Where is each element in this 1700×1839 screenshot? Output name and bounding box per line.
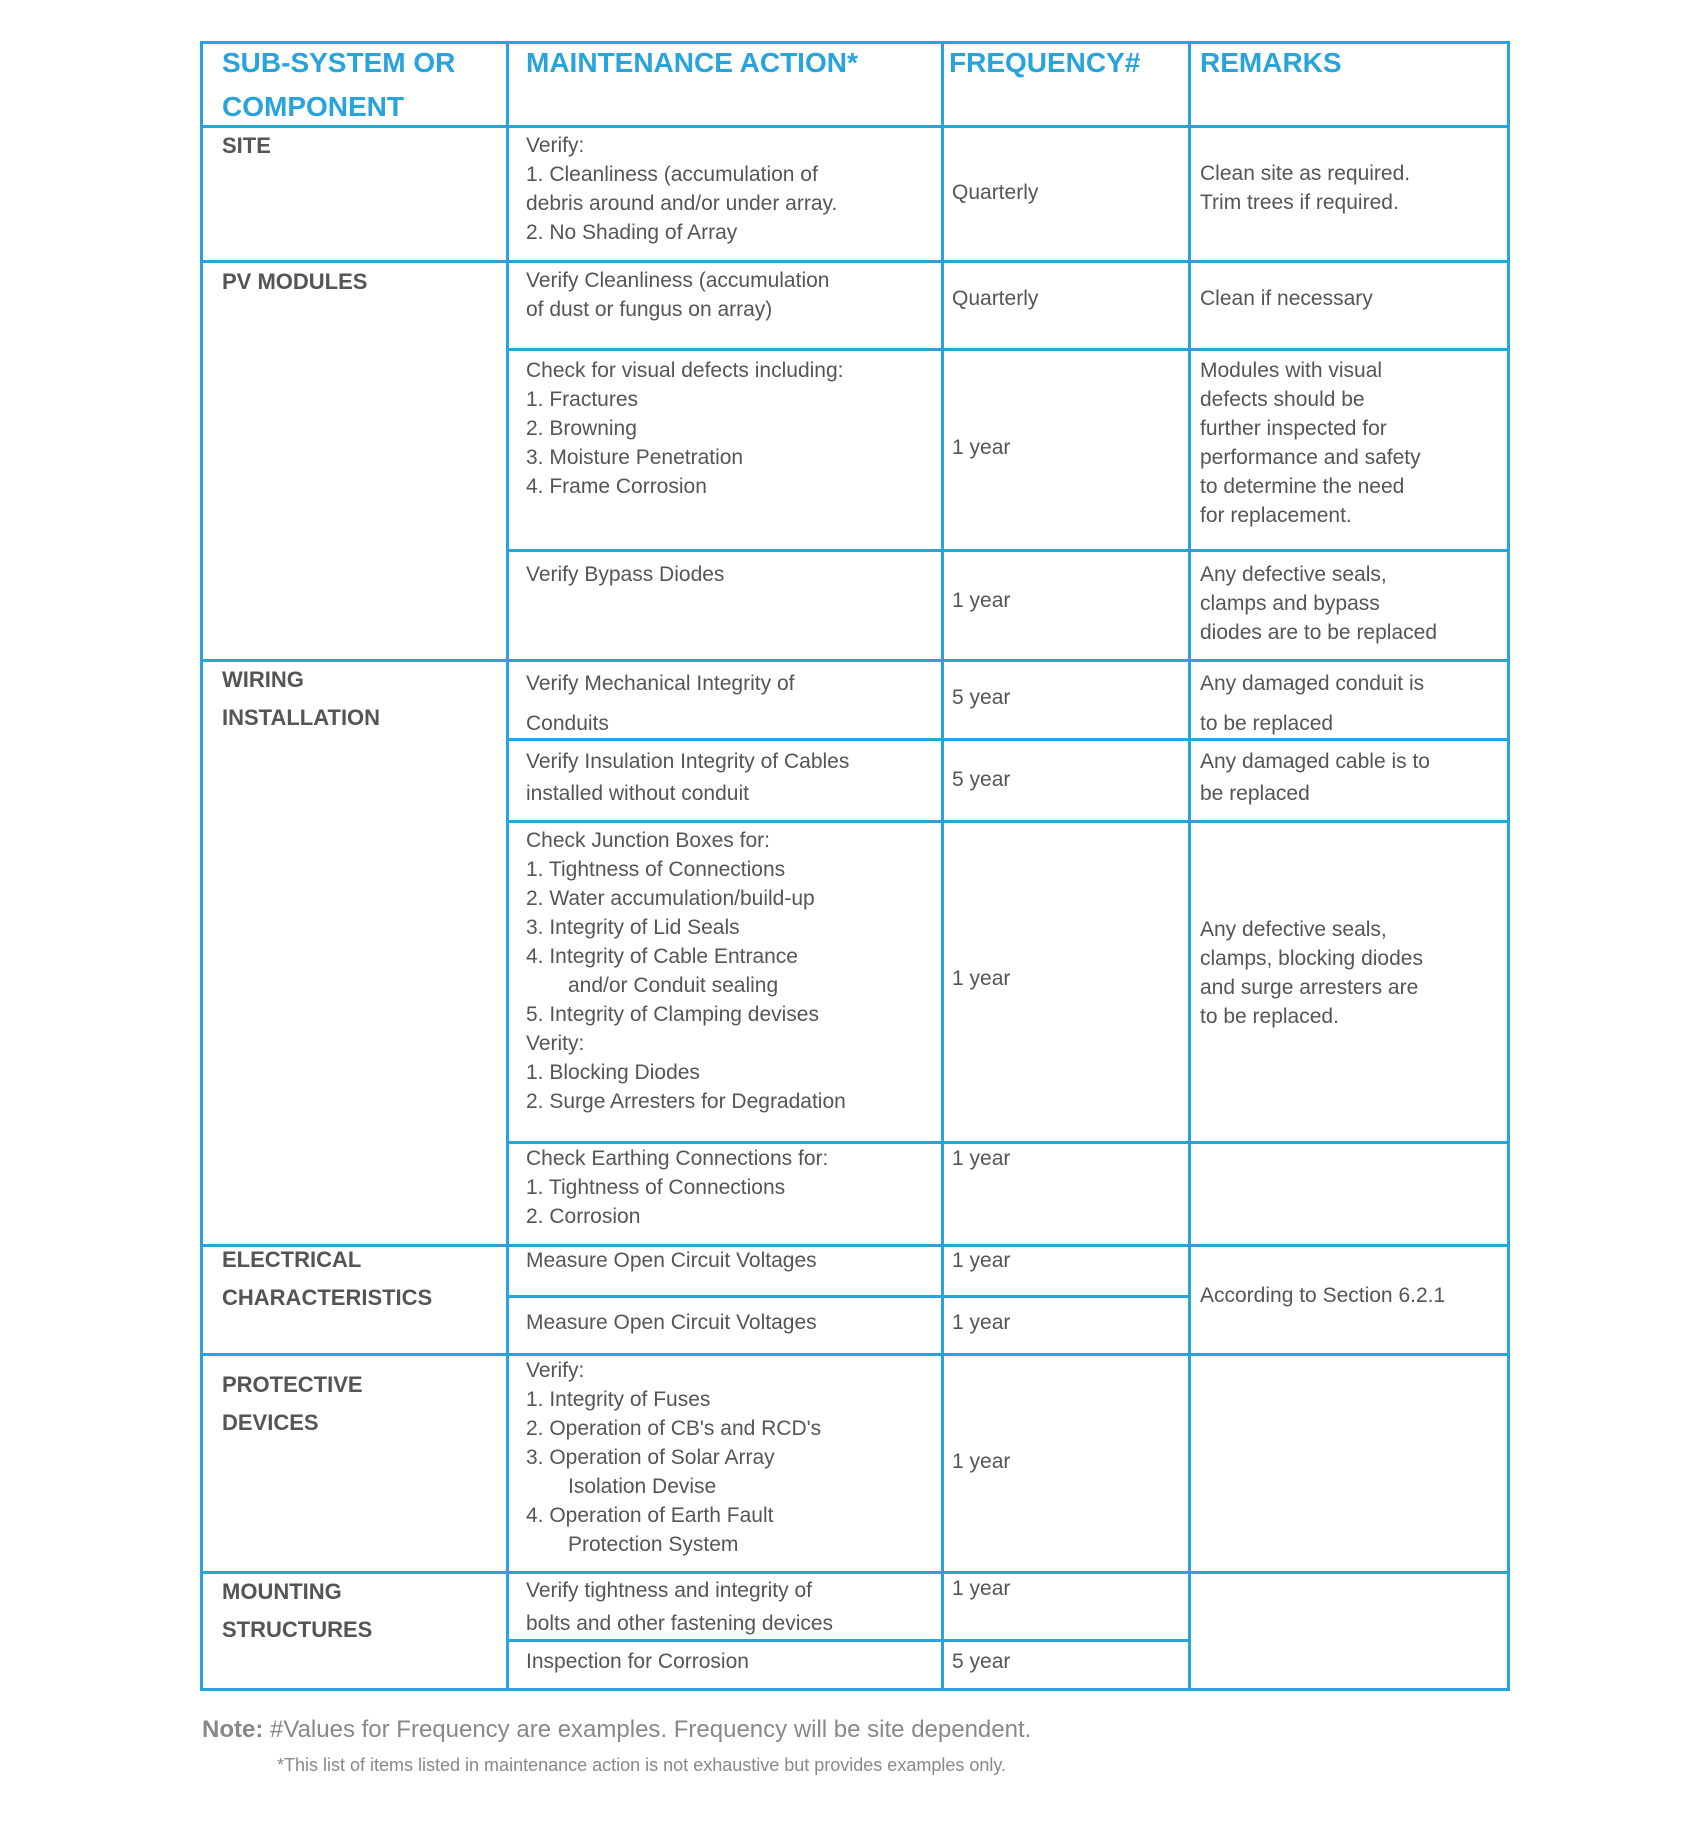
action-mounting-2: Inspection for Corrosion bbox=[526, 1650, 749, 1673]
frequency-wiring-cables: 5 year bbox=[952, 768, 1011, 791]
table-border bbox=[200, 41, 203, 1691]
action-pv-visual: Check for visual defects including: 1. Fractures 2. Browning 3. Moisture Penetration 4. Frame Corrosion bbox=[526, 359, 844, 498]
table-border bbox=[941, 41, 944, 1691]
frequency-protective: 1 year bbox=[952, 1450, 1011, 1473]
table-border bbox=[506, 549, 1510, 552]
action-wiring-cables: Verify Insulation Integrity of Cables installed without conduit bbox=[526, 750, 850, 805]
remarks-wiring-junction: Any defective seals, clamps, blocking diodes and surge arresters are to be replaced. bbox=[1200, 918, 1423, 1028]
table-border bbox=[200, 1353, 1510, 1356]
frequency-electrical-2: 1 year bbox=[952, 1311, 1011, 1334]
remarks-wiring-conduits: Any damaged conduit is to be replaced bbox=[1200, 672, 1425, 735]
header-subsystem: SUB-SYSTEM OR COMPONENT bbox=[222, 47, 456, 122]
action-site: Verify: 1. Cleanliness (accumulation of debris around and/or under array. 2. No Shading of Array bbox=[526, 134, 838, 244]
header-remarks: REMARKS bbox=[1200, 47, 1342, 78]
header-action: MAINTENANCE ACTION* bbox=[526, 47, 858, 78]
action-mounting-1: Verify tightness and integrity of bolts and other fastening devices bbox=[526, 1579, 834, 1635]
remarks-wiring-cables: Any damaged cable is to be replaced bbox=[1200, 750, 1430, 805]
subsystem-site: SITE bbox=[222, 133, 271, 158]
table-border bbox=[506, 1295, 1191, 1298]
action-wiring-conduits: Verify Mechanical Integrity of Conduits bbox=[526, 672, 795, 735]
remarks-pv-bypass: Any defective seals, clamps and bypass diodes are to be replaced bbox=[1200, 563, 1437, 644]
subsystem-wiring: WIRING INSTALLATION bbox=[222, 667, 381, 730]
action-pv-clean: Verify Cleanliness (accumulation of dust or fungus on array) bbox=[526, 269, 830, 321]
header-frequency: FREQUENCY# bbox=[949, 47, 1141, 78]
remarks-electrical: According to Section 6.2.1 bbox=[1200, 1284, 1446, 1307]
table-border bbox=[200, 1571, 1510, 1574]
action-protective: Verify: 1. Integrity of Fuses 2. Operation of CB's and RCD's 3. Operation of Solar Array Isolation Devise 4. Operation of Earth Fault Protection System bbox=[526, 1359, 822, 1556]
frequency-wiring-junction: 1 year bbox=[952, 967, 1011, 990]
subsystem-electrical: ELECTRICAL CHARACTERISTICS bbox=[222, 1247, 433, 1310]
table-border bbox=[506, 348, 1510, 351]
frequency-mounting-1: 1 year bbox=[952, 1577, 1011, 1600]
action-electrical-1: Measure Open Circuit Voltages bbox=[526, 1249, 817, 1272]
frequency-site: Quarterly bbox=[952, 181, 1039, 204]
action-wiring-junction: Check Junction Boxes for: 1. Tightness of Connections 2. Water accumulation/build-up 3. Integrity of Lid Seals 4. Integrity of Cable Entrance and/or Conduit sealing 5. Integrity of Clamping devises Verity: 1. Blocking Diodes 2. Surge Arresters for Degradation bbox=[526, 829, 846, 1113]
table-border bbox=[506, 820, 1510, 823]
frequency-note: Note: #Values for Frequency are examples. Frequency will be site dependent. bbox=[202, 1716, 1032, 1743]
remarks-pv-clean: Clean if necessary bbox=[1200, 287, 1373, 310]
table-border bbox=[1507, 41, 1510, 1691]
table-border bbox=[506, 41, 509, 1691]
table-border bbox=[1188, 41, 1191, 1691]
frequency-mounting-2: 5 year bbox=[952, 1650, 1011, 1673]
action-wiring-earthing: Check Earthing Connections for: 1. Tightness of Connections 2. Corrosion bbox=[526, 1147, 829, 1228]
action-footnote: *This list of items listed in maintenance action is not exhaustive but provides examples only. bbox=[277, 1755, 1007, 1775]
subsystem-protective: PROTECTIVE DEVICES bbox=[222, 1372, 363, 1435]
remarks-pv-visual: Modules with visual defects should be further inspected for performance and safety to determine the need for replacement. bbox=[1200, 359, 1421, 527]
frequency-pv-visual: 1 year bbox=[952, 436, 1011, 459]
table-border bbox=[200, 260, 1510, 263]
frequency-electrical-1: 1 year bbox=[952, 1249, 1011, 1272]
frequency-pv-bypass: 1 year bbox=[952, 589, 1011, 612]
maintenance-table bbox=[200, 41, 1510, 1691]
subsystem-pv-modules: PV MODULES bbox=[222, 269, 368, 294]
frequency-wiring-conduits: 5 year bbox=[952, 686, 1011, 709]
table-border bbox=[200, 659, 1510, 662]
remarks-site: Clean site as required. Trim trees if required. bbox=[1200, 162, 1411, 214]
frequency-pv-clean: Quarterly bbox=[952, 287, 1039, 310]
action-electrical-2: Measure Open Circuit Voltages bbox=[526, 1311, 817, 1334]
subsystem-mounting: MOUNTING STRUCTURES bbox=[222, 1579, 373, 1642]
action-pv-bypass: Verify Bypass Diodes bbox=[526, 563, 725, 586]
frequency-wiring-earthing: 1 year bbox=[952, 1147, 1011, 1170]
table-border bbox=[200, 1688, 1510, 1691]
